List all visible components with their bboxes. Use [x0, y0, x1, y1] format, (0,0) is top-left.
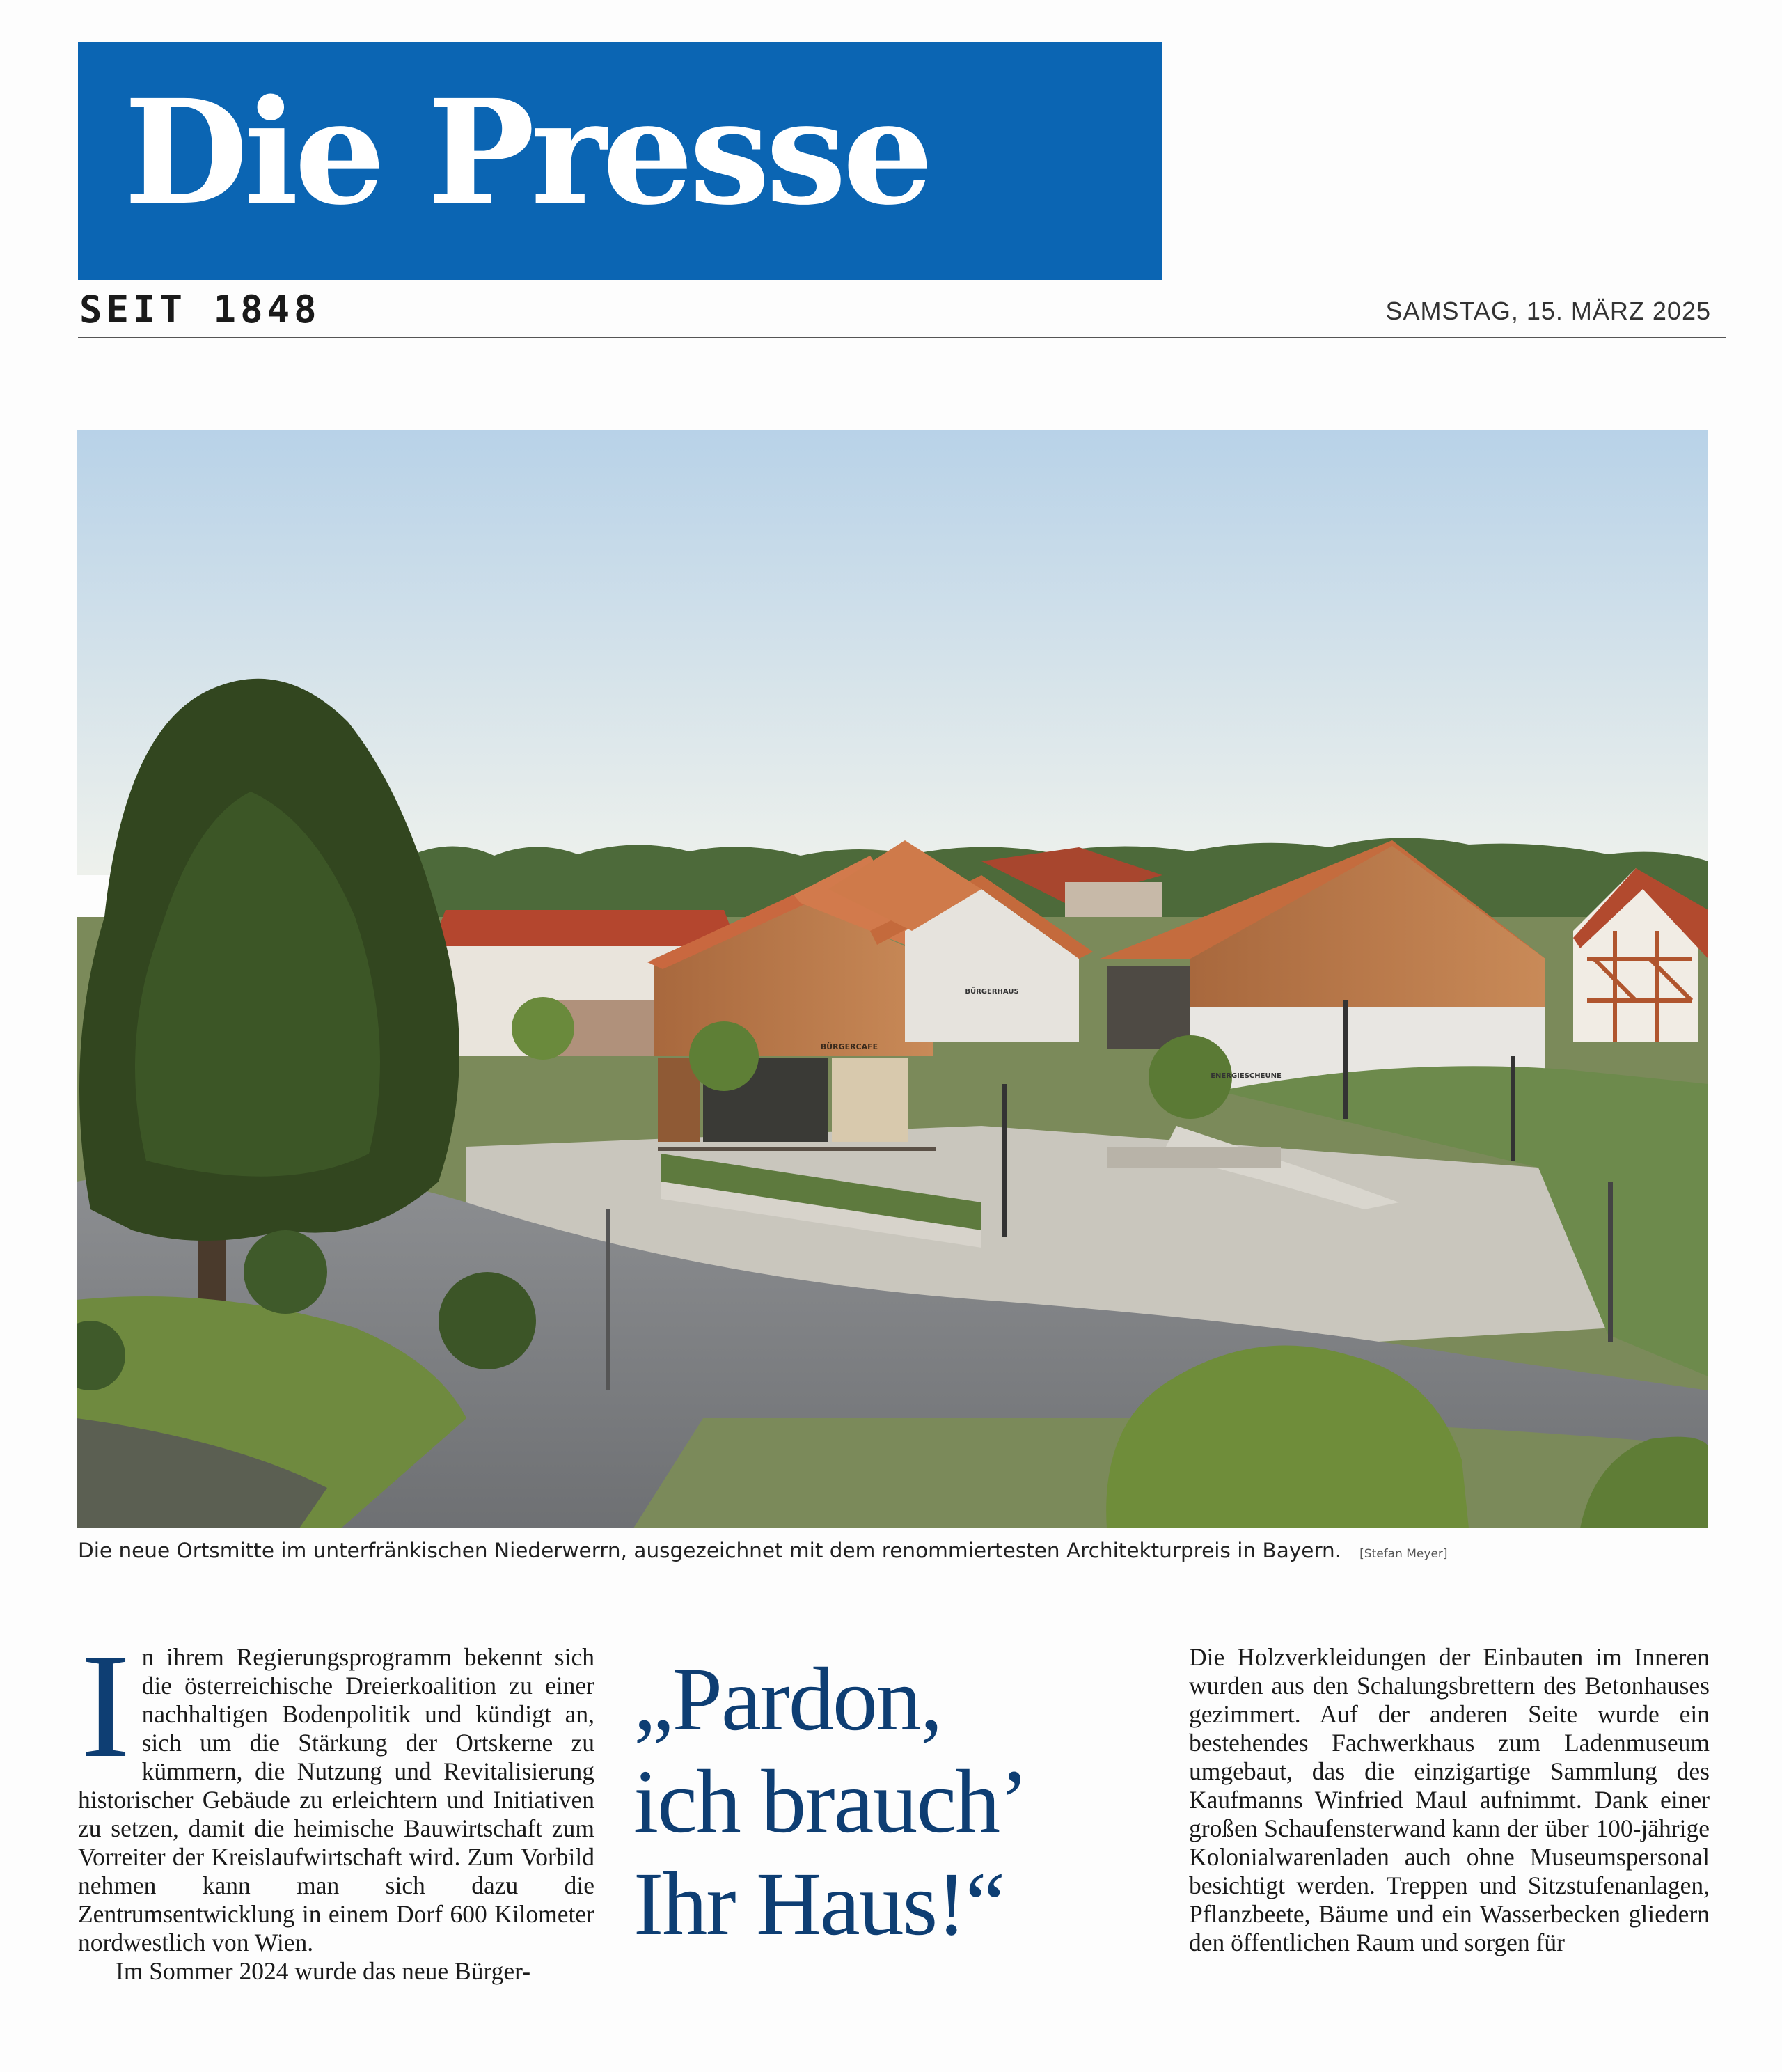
left-paragraph-1: n ihrem Regierungsprogramm bekennt sich die österreichische Dreierkoalition zu einer nachhaltigen Bodenpolitik und kündigt an, sich um die Stärkung der Ortskerne zu kümmern, die Nutzung und Revitalisierung historischer Gebäude zu erleichtern und Initiativen zu setzen, damit die heimische Bauwirtschaft zum Vorreiter der Kreislaufwirtschaft wird. Zum Vorbild nehmen kann man sich dazu die Zentrumsentwicklung in einem Dorf 600 Kilometer nordwestlich von Wien. — [78, 1643, 594, 1956]
headline-line-3: Ihr Haus!“ — [633, 1854, 1004, 1954]
newspaper-title: Die Presse — [124, 68, 930, 237]
headline-line-2: ich brauch’ — [633, 1752, 1028, 1852]
article-photo — [77, 430, 1708, 1528]
masthead-logo[interactable] — [78, 42, 1162, 280]
header-divider — [78, 337, 1726, 338]
photo-caption — [78, 1535, 1707, 1569]
headline-line-1: „Pardon, — [633, 1649, 942, 1750]
cafe-sign: BÜRGERCAFE — [820, 1042, 878, 1051]
masthead-tagline: SEIT 1848 — [79, 288, 321, 331]
buergerhaus-sign: BÜRGERHAUS — [965, 988, 1019, 996]
article-column-right — [1189, 1643, 1710, 1957]
issue-date: SAMSTAG, 15. MÄRZ 2025 — [1385, 297, 1711, 325]
energiescheune-sign: ENERGIESCHEUNE — [1211, 1072, 1282, 1080]
caption-text: Die neue Ortsmitte im unterfränkischen Niederwerrn, ausgezeichnet mit dem renommiertesten Architekturpreis in Bayern. — [78, 1539, 1342, 1562]
drop-cap: I — [81, 1622, 131, 1789]
photo-credit: [Stefan Meyer] — [1359, 1547, 1448, 1561]
article-headline — [633, 1649, 1162, 1956]
left-paragraph-2: Im Sommer 2024 wurde das neue Bürger- — [116, 1957, 531, 1985]
right-paragraph-1: Die Holzverkleidungen der Einbauten im Inneren wurden aus den Schalungsbrettern des Betonhauses gezimmert. Auf der anderen Seite wurde ein bestehendes Fachwerkhaus zum Ladenmuseum umgebaut, das die einzigartige Sammlung des Kaufmanns Winfried Maul aufnimmt. Dank einer großen Schaufensterwand kann der über 100-jährige Kolonialwarenladen auch ohne Museumspersonal besichtigt werden. Treppen und Sitzstufenanlagen, Pflanzbeete, Bäume und ein Wasserbecken gliedern den öffentlichen Raum und sorgen für — [1189, 1643, 1710, 1956]
article-column-left — [78, 1622, 594, 1986]
